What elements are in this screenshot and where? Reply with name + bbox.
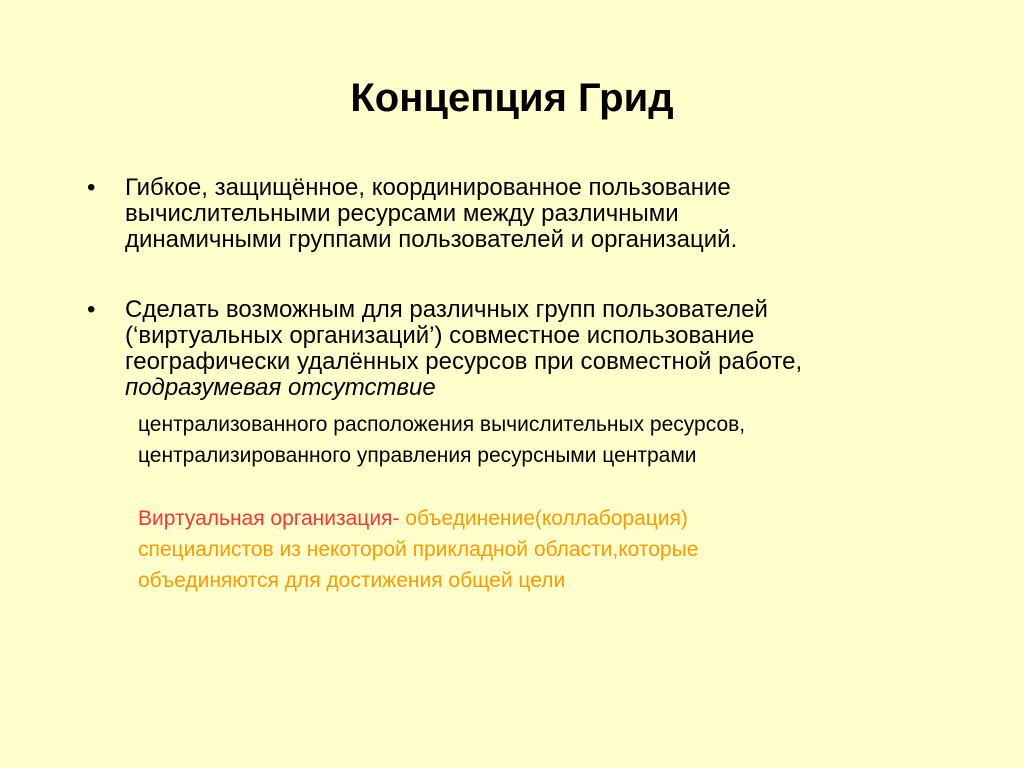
bullet-text [125, 175, 967, 253]
bullet-icon: • [87, 296, 96, 323]
sub-item-centralized-management: централизированного управления ресурсными центрами [138, 444, 697, 467]
definition-line: объединяются для достижения общей цели [138, 569, 566, 592]
definition-text: объединение(коллаборация) [399, 507, 688, 530]
bullet-line-italic: подразумевая отсутствие [125, 374, 436, 401]
slide-title: Концепция Грид [350, 76, 674, 120]
definition-term: Виртуальная организация- [138, 507, 400, 530]
bullet-line: (‘виртуальных организаций’) совместное использование [125, 322, 755, 349]
bullet-text [125, 297, 967, 401]
bullet-line: Гибкое, защищённое, координированное пользование [125, 174, 731, 201]
bullet-line: динамичными группами пользователей и организаций. [125, 226, 738, 253]
definition-line [138, 503, 698, 534]
virtual-organization-definition [138, 503, 698, 596]
bullet-line: географически удалённых ресурсов при совместной работе, [125, 348, 803, 375]
bullet-line: вычислительными ресурсами между различными [125, 200, 679, 227]
definition-line: специалистов из некоторой прикладной области,которые [138, 538, 699, 561]
bullet-line: Сделать возможным для различных групп пользователей [125, 296, 768, 323]
sub-item-centralized-location: централизованного расположения вычислительных ресурсов, [138, 413, 746, 436]
bullet-icon: • [87, 174, 96, 201]
